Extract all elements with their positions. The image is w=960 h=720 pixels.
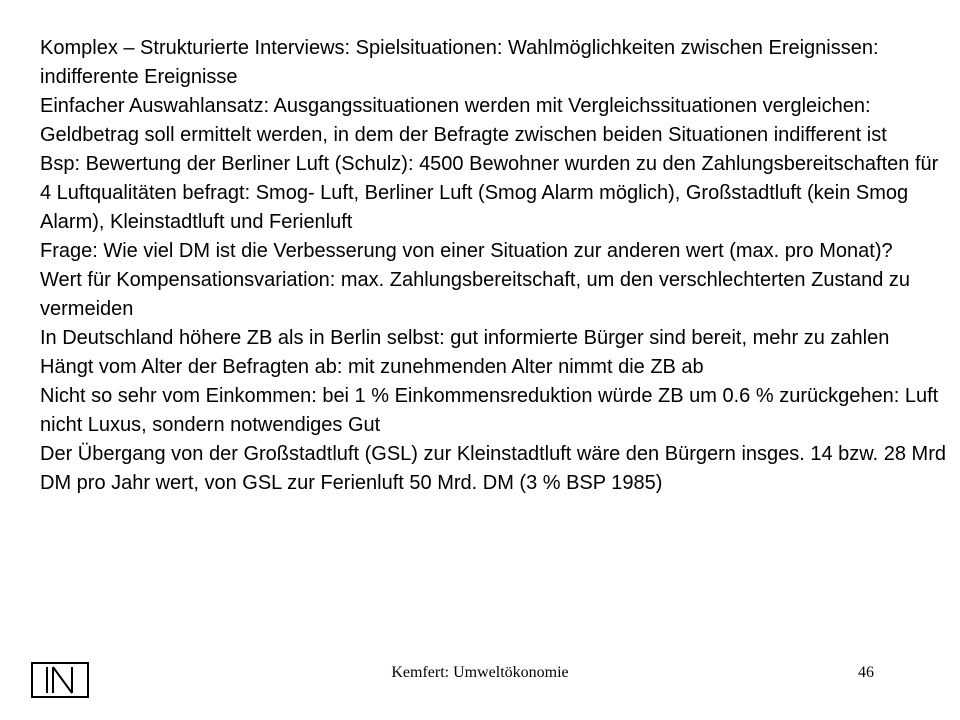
paragraph-5: Wert für Kompensationsvariation: max. Zahlungsbereitschaft, um den verschlechterten Zustand zu vermeiden (40, 269, 911, 320)
paragraph-7: Hängt vom Alter der Befragten ab: mit zunehmenden Alter nimmt die ZB ab (40, 356, 704, 378)
footer-title: Kemfert: Umweltökonomie (391, 664, 569, 681)
paragraph-6: In Deutschland höhere ZB als in Berlin selbst: gut informierte Bürger sind bereit, mehr zu zahlen (40, 327, 890, 349)
paragraph-8: Nicht so sehr vom Einkommen: bei 1 % Einkommensreduktion würde ZB um 0.6 % zurückgehen: Luft nicht Luxus, sondern notwendiges Gut (40, 385, 939, 436)
slide-body (40, 34, 952, 498)
paragraph-9: Der Übergang von der Großstadtluft (GSL) zur Kleinstadtluft wäre den Bürgern insges. 14 bzw. 28 Mrd DM pro Jahr wert, von GSL zur Ferienluft 50 Mrd. DM (3 % BSP 1985) (40, 443, 946, 494)
paragraph-2: Einfacher Auswahlansatz: Ausgangssituationen werden mit Vergleichssituationen vergleichen: Geldbetrag soll ermittelt werden, in dem der Befragte zwischen beiden Situationen indifferent ist (40, 95, 887, 146)
paragraph-1: Komplex – Strukturierte Interviews: Spielsituationen: Wahlmöglichkeiten zwischen Ereignissen: indifferente Ereignisse (40, 37, 879, 88)
paragraph-4: Frage: Wie viel DM ist die Verbesserung von einer Situation zur anderen wert (max. pro Monat)? (40, 240, 893, 262)
paragraph-3: Bsp: Bewertung der Berliner Luft (Schulz): 4500 Bewohner wurden zu den Zahlungsbereitschaften für 4 Luftqualitäten befragt: Smog- Luft, Berliner Luft (Smog Alarm möglich), Großstadtluft (kein Smog Alarm), Kleinstadtluft und Ferienluft (40, 153, 939, 233)
page-number: 46 (858, 664, 874, 681)
